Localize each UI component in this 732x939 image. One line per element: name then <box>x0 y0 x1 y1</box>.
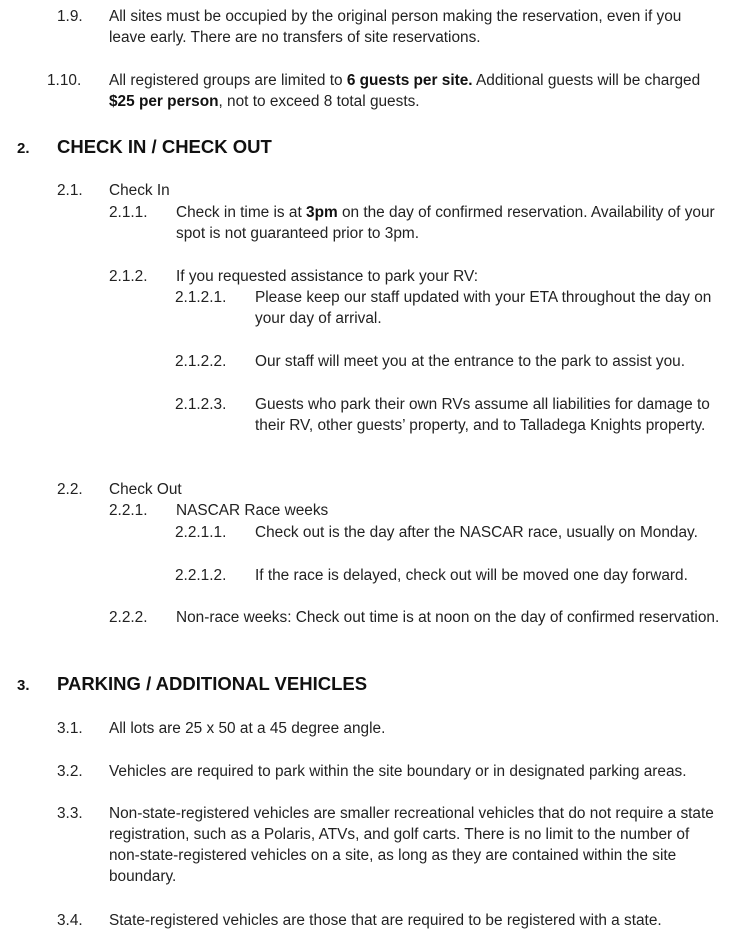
item-text: Vehicles are required to park within the site boundary or in designated parking areas. <box>109 763 687 780</box>
item-number: 1.9. <box>57 8 83 25</box>
item-number: 2.1. <box>57 182 83 199</box>
item-text: Non-race weeks: Check out time is at noon on the day of confirmed reservation. <box>176 609 720 626</box>
item-number: 3.2. <box>57 763 83 780</box>
text-segment: All registered groups are limited to <box>109 72 347 89</box>
item-text: Check In <box>109 182 170 199</box>
item-text: Non-state-registered vehicles are smaller recreational vehicles that do not require a state registration, such as a Polaris, ATVs, and golf carts. There is no limit to the number of non-state-registered vehicles on a site, as long as they are contained within the site boundary. <box>109 805 714 885</box>
item-number: 2.1.2.3. <box>175 396 227 413</box>
item-text: Our staff will meet you at the entrance to the park to assist you. <box>255 353 686 370</box>
item-text: All sites must be occupied by the original person making the reservation, even if you leave early. There are no transfers of site reservations. <box>109 8 682 46</box>
item-number: 2.1.2.1. <box>175 289 227 306</box>
bold-text: 6 guests per site. <box>346 72 473 89</box>
text-segment: , not to exceed 8 total guests. <box>218 93 420 110</box>
bold-text: 3pm <box>306 204 338 221</box>
bold-text: $25 per person <box>109 93 219 110</box>
section-title: CHECK IN / CHECK OUT <box>57 136 272 157</box>
item-number: 2. <box>17 140 30 157</box>
item-number: 3.1. <box>57 720 83 737</box>
item-number: 3. <box>17 677 30 694</box>
item-text: Please keep our staff updated with your ETA throughout the day on your day of arrival. <box>255 289 712 327</box>
section-title: PARKING / ADDITIONAL VEHICLES <box>57 673 368 694</box>
item-text: Guests who park their own RVs assume all liabilities for damage to their RV, other guests’ property, and to Talladega Knights property. <box>255 396 710 434</box>
item-number: 2.2. <box>57 481 83 498</box>
item-number: 2.1.2. <box>109 268 148 285</box>
item-text: Check Out <box>109 481 182 498</box>
item-number: 1.10. <box>47 72 82 89</box>
item-text: NASCAR Race weeks <box>176 502 329 519</box>
item-text: If you requested assistance to park your RV: <box>176 268 478 285</box>
item-text: If the race is delayed, check out will be moved one day forward. <box>255 567 688 584</box>
item-text: All lots are 25 x 50 at a 45 degree angle. <box>109 720 386 737</box>
item-text: Check out is the day after the NASCAR race, usually on Monday. <box>255 524 698 541</box>
item-text: State-registered vehicles are those that are required to be registered with a state. <box>109 912 662 929</box>
item-number: 2.2.1.1. <box>175 524 227 541</box>
text-segment: Additional guests will be charged <box>472 72 701 89</box>
item-number: 2.2.1.2. <box>175 567 227 584</box>
item-number: 3.3. <box>57 805 83 822</box>
item-number: 3.4. <box>57 912 83 929</box>
item-number: 2.1.2.2. <box>175 353 227 370</box>
text-segment: on the day of confirmed reservation. Availability of your spot is not guaranteed prior to 3pm. <box>176 204 715 242</box>
item-number: 2.1.1. <box>109 204 148 221</box>
item-text <box>176 202 721 244</box>
text-segment: Check in time is at <box>176 204 307 221</box>
item-text <box>109 70 721 112</box>
item-number: 2.2.2. <box>109 609 148 626</box>
item-number: 2.2.1. <box>109 502 148 519</box>
